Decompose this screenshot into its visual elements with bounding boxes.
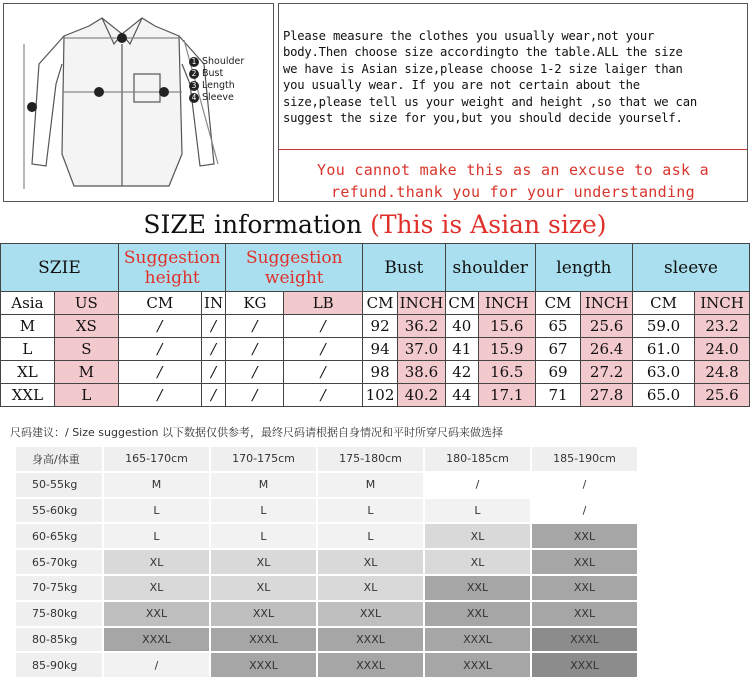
grid-height: 175-180cm xyxy=(318,447,425,473)
table-cell: 61.0 xyxy=(632,338,694,361)
table-cell: M xyxy=(54,361,118,384)
legend-item: 2 Bust xyxy=(189,68,244,80)
grid-size-cell: L xyxy=(104,499,211,525)
table-cell: 25.6 xyxy=(581,315,633,338)
refund-warning: You cannot make this as an excuse to ask a refund.thank you for your understanding xyxy=(317,161,709,201)
table-cell: / xyxy=(201,315,226,338)
grid-size-cell: XXL xyxy=(211,602,318,628)
table-row xyxy=(1,361,750,384)
table-cell: L xyxy=(54,384,118,407)
table-cell: 24.0 xyxy=(695,338,750,361)
grid-size-cell: M xyxy=(211,473,318,499)
grid-weight: 50-55kg xyxy=(16,473,104,499)
table-cell: 63.0 xyxy=(632,361,694,384)
grid-size-cell: XL xyxy=(425,550,532,576)
notice-box xyxy=(278,3,748,202)
measure-legend xyxy=(189,56,244,104)
grid-height: 165-170cm xyxy=(104,447,211,473)
grid-size-cell: / xyxy=(532,499,639,525)
table-cell: 67 xyxy=(535,338,581,361)
grid-size-cell: M xyxy=(318,473,425,499)
grid-size-cell: XXXL xyxy=(318,628,425,654)
grid-size-cell: L xyxy=(104,524,211,550)
grid-weight: 60-65kg xyxy=(16,524,104,550)
grid-size-cell: XL xyxy=(104,576,211,602)
table-cell: 42 xyxy=(445,361,478,384)
grid-weight: 55-60kg xyxy=(16,499,104,525)
grid-size-cell: XL xyxy=(211,550,318,576)
table-cell: / xyxy=(284,361,363,384)
table-cell: 38.6 xyxy=(398,361,446,384)
col-shoulder: shoulder xyxy=(445,244,535,292)
table-cell: 25.6 xyxy=(695,384,750,407)
table-cell: 27.8 xyxy=(581,384,633,407)
divider xyxy=(279,149,747,150)
table-cell: XS xyxy=(54,315,118,338)
table-cell: 40.2 xyxy=(398,384,446,407)
grid-size-cell: XXXL xyxy=(211,628,318,654)
grid-size-cell: XXXL xyxy=(425,628,532,654)
table-cell: 16.5 xyxy=(478,361,535,384)
col-length: length xyxy=(535,244,632,292)
grid-row xyxy=(16,499,750,525)
table-cell: 41 xyxy=(445,338,478,361)
legend-item: 1 Shoulder xyxy=(189,56,244,68)
table-cell: 37.0 xyxy=(398,338,446,361)
col-size: SZIE xyxy=(1,244,119,292)
grid-weight: 80-85kg xyxy=(16,628,104,654)
table-cell: XL xyxy=(1,361,55,384)
table-row xyxy=(1,338,750,361)
table-cell: / xyxy=(226,384,284,407)
table-cell: 17.1 xyxy=(478,384,535,407)
table-cell: 102 xyxy=(363,384,398,407)
grid-size-cell: XXL xyxy=(318,602,425,628)
table-cell: M xyxy=(1,315,55,338)
grid-size-cell: L xyxy=(211,499,318,525)
grid-weight: 65-70kg xyxy=(16,550,104,576)
table-cell: / xyxy=(118,361,201,384)
table-cell: / xyxy=(201,338,226,361)
grid-size-cell: M xyxy=(104,473,211,499)
grid-size-cell: XL xyxy=(318,550,425,576)
table-cell: / xyxy=(118,338,201,361)
grid-corner: 身高/体重 xyxy=(16,447,104,473)
legend-item: 3 Length xyxy=(189,80,244,92)
table-subheader-row: Asia US CM IN KG LB CM INCH CM INCH CM INCH CM INCH xyxy=(1,292,750,315)
size-table xyxy=(0,243,750,407)
table-cell: 24.8 xyxy=(695,361,750,384)
grid-row xyxy=(16,524,750,550)
table-cell: / xyxy=(284,315,363,338)
table-cell: S xyxy=(54,338,118,361)
table-cell: 98 xyxy=(363,361,398,384)
header-panel xyxy=(0,0,750,207)
table-cell: L xyxy=(1,338,55,361)
grid-size-cell: XXL xyxy=(532,550,639,576)
table-row xyxy=(1,315,750,338)
grid-height: 170-175cm xyxy=(211,447,318,473)
table-row xyxy=(1,384,750,407)
grid-size-cell: XXL xyxy=(532,524,639,550)
grid-size-cell: L xyxy=(425,499,532,525)
table-cell: 23.2 xyxy=(695,315,750,338)
grid-weight: 70-75kg xyxy=(16,576,104,602)
table-cell: 27.2 xyxy=(581,361,633,384)
grid-row xyxy=(16,602,750,628)
grid-size-cell: XXXL xyxy=(425,653,532,679)
col-height: Suggestion height xyxy=(118,244,226,292)
table-cell: 26.4 xyxy=(581,338,633,361)
grid-row xyxy=(16,653,750,679)
legend-item: 4 Sleeve xyxy=(189,92,244,104)
table-cell: 44 xyxy=(445,384,478,407)
grid-size-cell: XXL xyxy=(532,602,639,628)
size-info-title: SIZE information (This is Asian size) xyxy=(143,210,607,239)
measurement-notice: Please measure the clothes you usually wear,not your body.Then choose size accordingto the table.ALL the size we have is Asian size,please choose 1-2 size laiger than you usually wear. If you are not certain about the size,please tell us your weight and height ,so that we can suggest the size for you,but you should decide yourself. xyxy=(283,29,697,126)
grid-weight: 85-90kg xyxy=(16,653,104,679)
table-cell: 65.0 xyxy=(632,384,694,407)
grid-height: 185-190cm xyxy=(532,447,639,473)
size-suggestion-grid xyxy=(16,447,750,679)
grid-size-cell: XXXL xyxy=(318,653,425,679)
grid-size-cell: XL xyxy=(425,524,532,550)
table-cell: / xyxy=(284,384,363,407)
col-sleeve: sleeve xyxy=(632,244,749,292)
grid-size-cell: XXXL xyxy=(532,628,639,654)
table-cell: 65 xyxy=(535,315,581,338)
shirt-diagram xyxy=(3,3,274,202)
table-cell: / xyxy=(201,384,226,407)
grid-size-cell: XL xyxy=(104,550,211,576)
table-header-row xyxy=(1,244,750,292)
table-cell: 15.9 xyxy=(478,338,535,361)
table-cell: 15.6 xyxy=(478,315,535,338)
grid-size-cell: XL xyxy=(318,576,425,602)
table-cell: / xyxy=(226,361,284,384)
grid-size-cell: L xyxy=(211,524,318,550)
table-cell: 69 xyxy=(535,361,581,384)
grid-size-cell: L xyxy=(318,524,425,550)
grid-size-cell: XXXL xyxy=(211,653,318,679)
table-cell: / xyxy=(226,315,284,338)
grid-size-cell: XXL xyxy=(104,602,211,628)
table-cell: / xyxy=(226,338,284,361)
grid-size-cell: XXL xyxy=(425,602,532,628)
size-suggestion-title: 尺码建议：/ Size suggestion 以下数据仅供参考，最终尺码请根据自身情况和平时所穿尺码来做选择 xyxy=(10,426,504,439)
grid-weight: 75-80kg xyxy=(16,602,104,628)
grid-size-cell: XXL xyxy=(425,576,532,602)
grid-height: 180-185cm xyxy=(425,447,532,473)
grid-size-cell: / xyxy=(104,653,211,679)
grid-row xyxy=(16,473,750,499)
table-cell: / xyxy=(201,361,226,384)
grid-size-cell: / xyxy=(425,473,532,499)
grid-size-cell: L xyxy=(318,499,425,525)
grid-row xyxy=(16,550,750,576)
grid-size-cell: / xyxy=(532,473,639,499)
table-cell: 59.0 xyxy=(632,315,694,338)
table-cell: / xyxy=(284,338,363,361)
col-bust: Bust xyxy=(363,244,446,292)
table-cell: / xyxy=(118,384,201,407)
grid-size-cell: XXL xyxy=(532,576,639,602)
table-cell: 71 xyxy=(535,384,581,407)
grid-row xyxy=(16,628,750,654)
table-cell: 36.2 xyxy=(398,315,446,338)
table-cell: XXL xyxy=(1,384,55,407)
grid-size-cell: XL xyxy=(211,576,318,602)
col-weight: Suggestion weight xyxy=(226,244,363,292)
grid-row xyxy=(16,576,750,602)
table-cell: 92 xyxy=(363,315,398,338)
grid-size-cell: XXXL xyxy=(532,653,639,679)
table-cell: / xyxy=(118,315,201,338)
grid-header-row xyxy=(16,447,750,473)
table-cell: 94 xyxy=(363,338,398,361)
table-cell: 40 xyxy=(445,315,478,338)
grid-size-cell: XXXL xyxy=(104,628,211,654)
